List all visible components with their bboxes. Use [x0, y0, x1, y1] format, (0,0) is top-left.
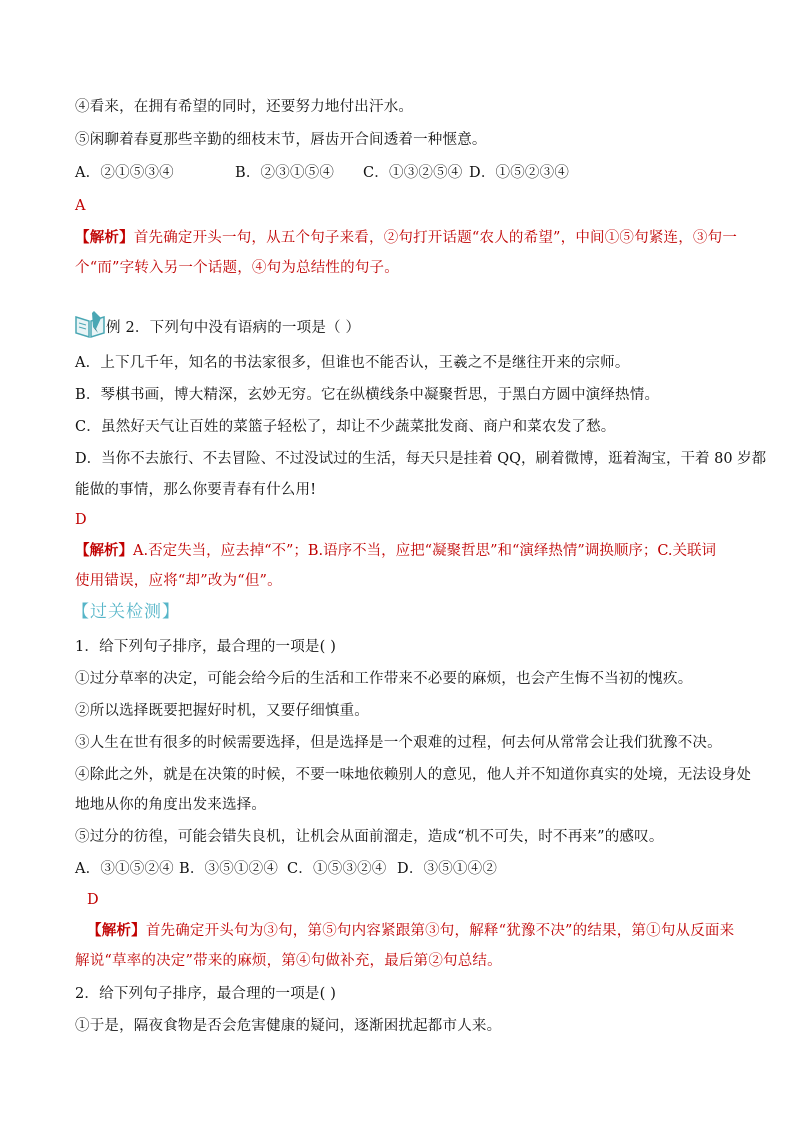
- test-1-sentence-1: ①过分草率的决定，可能会给今后的生活和工作带来不必要的麻烦，也会产生悔不当初的愧疚。: [75, 671, 693, 687]
- q1-answer: A: [75, 198, 86, 214]
- test-1-analysis-line-2: 解说“草率的决定”带来的麻烦，第④句做补充，最后第②句总结。: [75, 953, 502, 969]
- example-2-option-d-line-2: 能做的事情，那么你要青春有什么用!: [75, 482, 317, 498]
- analysis-tag: 【解析】: [75, 542, 133, 559]
- test-1-option-a: A．③①⑤②④: [75, 861, 174, 877]
- q1-sentence-5: ⑤闲聊着春夏那些辛勤的细枝末节，唇齿开合间透着一种惬意。: [75, 132, 487, 148]
- section-heading: 【过关检测】: [72, 602, 180, 622]
- q1-options: [75, 163, 569, 183]
- test-1-analysis-line-1: 【解析】首先确定开头句为③句，第⑤句内容紧跟第③句，解释“犹豫不决”的结果，第①句从反面来: [87, 922, 735, 939]
- example-2-answer: D: [75, 512, 87, 528]
- test-2-sentence-1: ①于是，隔夜食物是否会危害健康的疑问，逐渐困扰起都市人来。: [75, 1018, 502, 1034]
- test-2-title: 2．给下列句子排序，最合理的一项是( ): [75, 986, 337, 1002]
- test-1-option-c: C．①⑤③②④: [287, 861, 387, 877]
- q1-option-a: A．②①⑤③④: [75, 165, 174, 181]
- q1-analysis-line-2: 个“而”字转入另一个话题，④句为总结性的句子。: [75, 260, 399, 276]
- example-2-option-a: A．上下几千年，知名的书法家很多，但谁也不能否认，王羲之不是继往开来的宗师。: [75, 355, 630, 371]
- test-1-sentence-4-line-1: ④除此之外，就是在决策的时候，不要一味地依赖别人的意见，他人并不知道你真实的处境，无法设身处: [75, 767, 752, 783]
- test-1-title: 1．给下列句子排序，最合理的一项是( ): [75, 639, 337, 655]
- test-1-options: [75, 859, 497, 879]
- q1-option-c: C．①③②⑤④: [363, 165, 463, 181]
- test-1-sentence-3: ③人生在世有很多的时候需要选择，但是选择是一个艰难的过程，何去何从常常会让我们犹豫不决。: [75, 735, 722, 751]
- example-2-title: 例 2．下列句中没有语病的一项是（ ）: [106, 320, 361, 336]
- test-1-option-d: D．③⑤①④②: [397, 861, 498, 877]
- q1-option-d: D．①⑤②③④: [469, 165, 570, 181]
- example-2-analysis-line-1: 【解析】A.否定失当，应去掉“不”；B.语序不当，应把“凝聚哲思”和“演绎热情”调换顺序；C.关联词: [75, 542, 717, 559]
- test-1-sentence-2: ②所以选择既要把握好时机，又要仔细慎重。: [75, 703, 369, 719]
- q1-sentence-4: ④看来，在拥有希望的同时，还要努力地付出汗水。: [75, 99, 414, 115]
- example-2-option-b: B．琴棋书画，博大精深，玄妙无穷。它在纵横线条中凝聚哲思，于黑白方圆中演绎热情。: [75, 387, 660, 403]
- test-1-option-b: B．③⑤①②④: [179, 861, 279, 877]
- analysis-tag: 【解析】: [87, 922, 146, 939]
- test-1-answer: D: [87, 892, 99, 908]
- example-2-analysis-line-2: 使用错误，应将“却”改为“但”。: [75, 573, 282, 589]
- book-pen-icon: [74, 309, 106, 339]
- example-2-option-c: C．虽然好天气让百姓的菜篮子轻松了，却让不少蔬菜批发商、商户和菜农发了愁。: [75, 419, 616, 435]
- q1-analysis-line-1: 【解析】首先确定开头一句，从五个句子来看，②句打开话题“农人的希望”，中间①⑤句紧连，③句一: [75, 229, 738, 246]
- test-1-sentence-5: ⑤过分的彷徨，可能会错失良机，让机会从面前溜走，造成“机不可失，时不再来”的感叹。: [75, 829, 664, 845]
- analysis-tag: 【解析】: [75, 229, 134, 246]
- q1-option-b: B．②③①⑤④: [235, 165, 335, 181]
- test-1-sentence-4-line-2: 地地从你的角度出发来选择。: [75, 797, 267, 813]
- example-2-option-d-line-1: D．当你不去旅行、不去冒险、不过没试过的生活，每天只是挂着 QQ，刷着微博，逛着淘宝，干着 80 岁都: [75, 451, 767, 467]
